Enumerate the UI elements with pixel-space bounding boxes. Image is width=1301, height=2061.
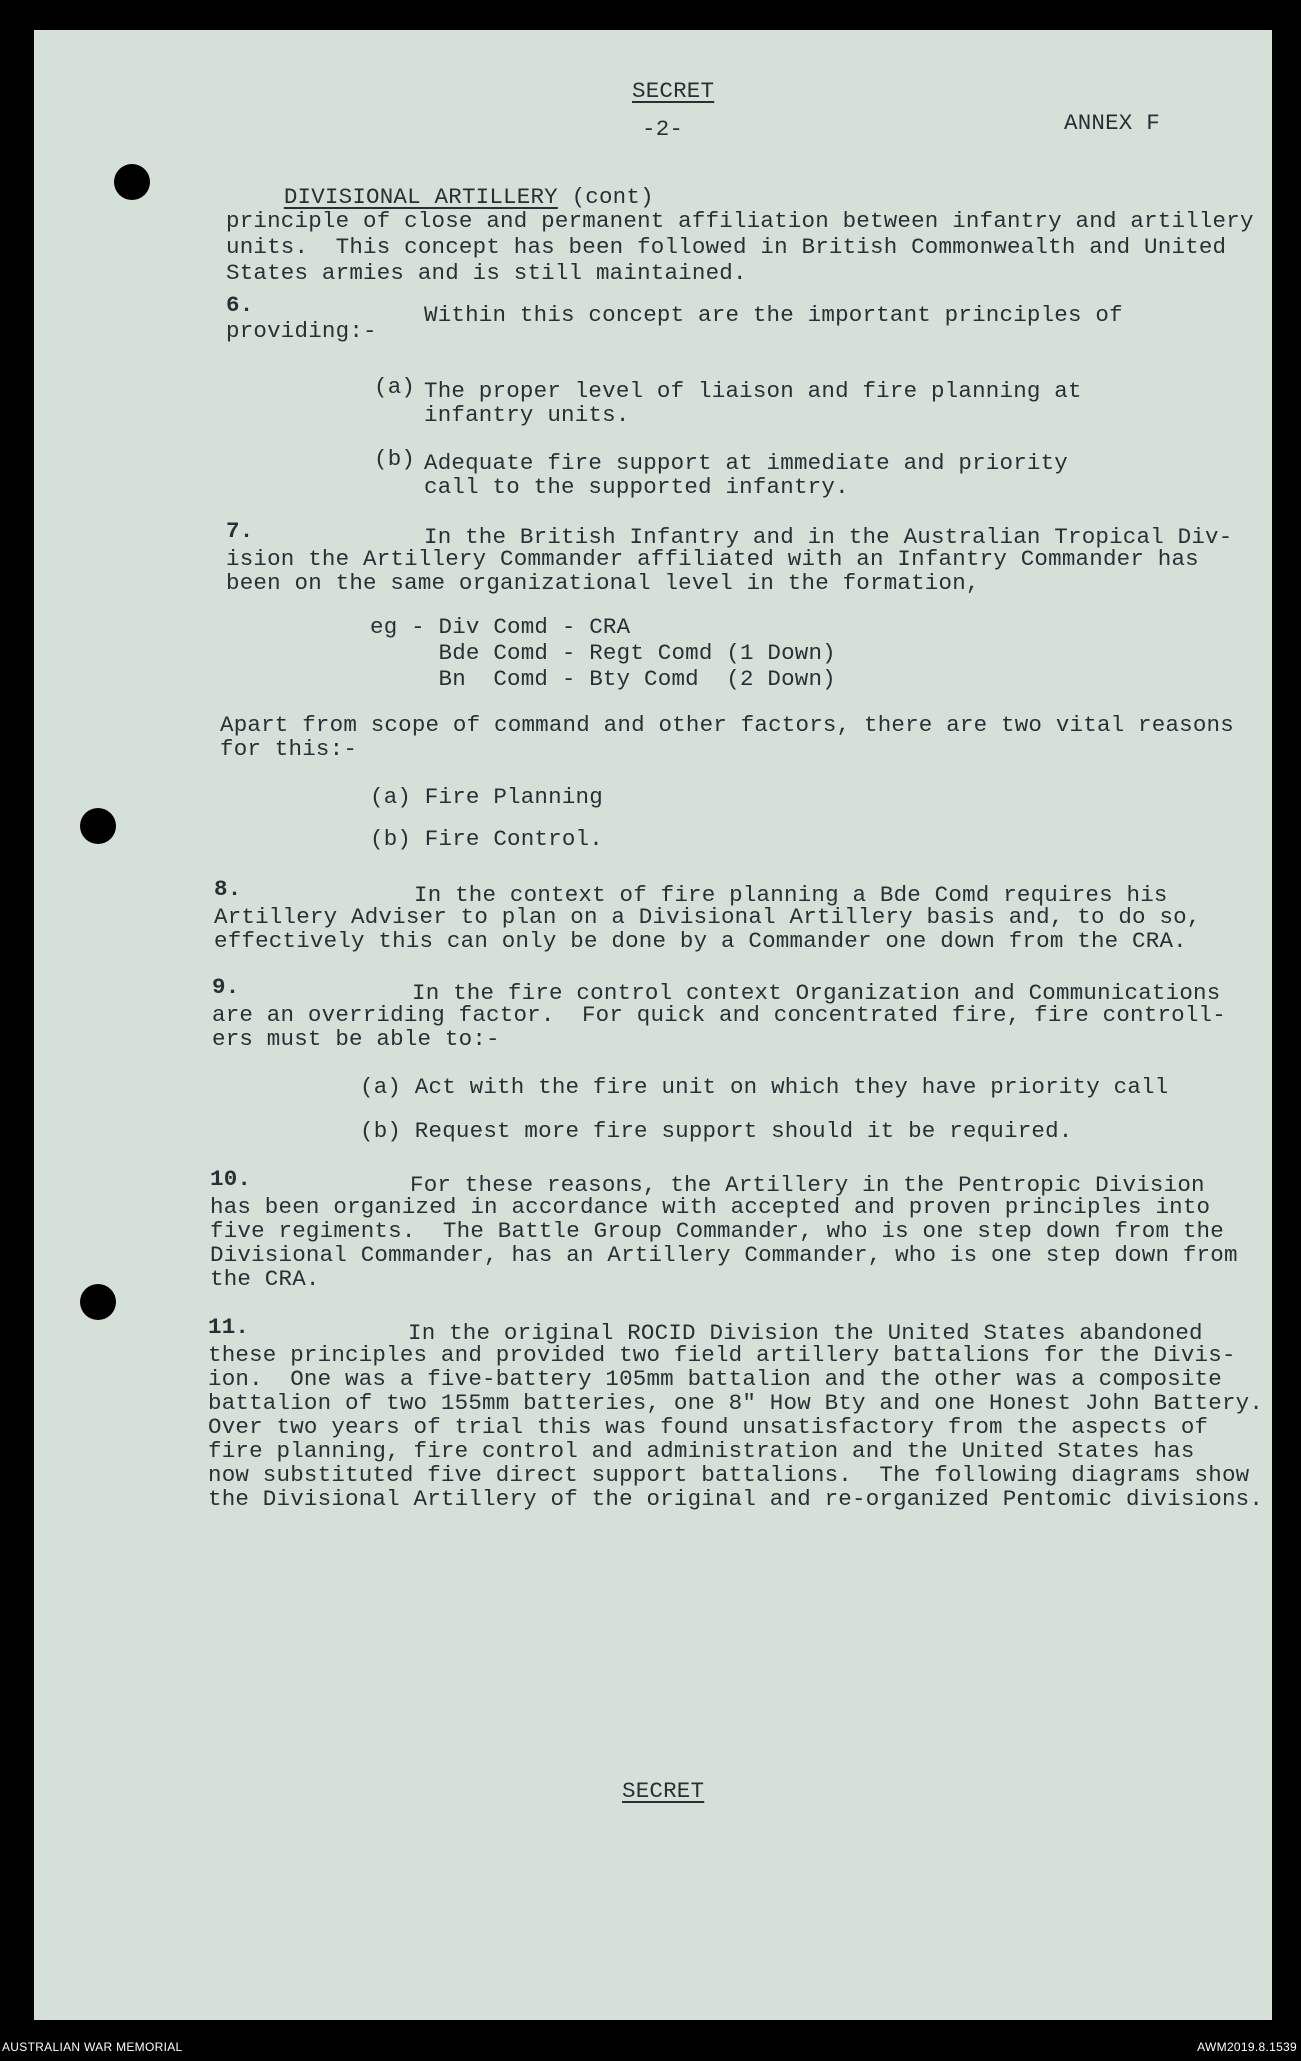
section-title: DIVISIONAL ARTILLERY: [283, 184, 558, 210]
para10-line: Divisional Commander, has an Artillery Commander, who is one step down from: [210, 1242, 1238, 1268]
punch-hole-bottom: [80, 1284, 116, 1320]
archive-reference: AWM2019.8.1539: [1197, 2040, 1297, 2054]
intro-line: principle of close and permanent affiliation between infantry and artillery: [226, 208, 1254, 234]
para6-item-line: The proper level of liaison and fire planning at: [424, 378, 1082, 404]
intro-line: States armies and is still maintained.: [226, 260, 747, 286]
para10-line: the CRA.: [210, 1266, 320, 1292]
para6-item-line: Adequate fire support at immediate and priority: [424, 450, 1069, 476]
para11-line: battalion of two 155mm batteries, one 8" How Bty and one Honest John Battery.: [208, 1390, 1264, 1416]
para11-line: fire planning, fire control and administration and the United States has: [208, 1438, 1195, 1464]
para9-item: (a) Act with the fire unit on which they have priority call: [360, 1074, 1169, 1100]
para7-after-line: for this:-: [220, 736, 358, 762]
para8-line: Artillery Adviser to plan on a Divisional Artillery basis and, to do so,: [214, 904, 1201, 930]
para8-number: 8.: [214, 876, 242, 902]
para9-line: are an overriding factor. For quick and concentrated fire, fire controll-: [212, 1002, 1226, 1028]
para9-line: ers must be able to:-: [212, 1026, 500, 1052]
section-cont: (cont): [571, 184, 654, 210]
para10-line: For these reasons, the Artillery in the Pentropic Division: [410, 1172, 1205, 1198]
punch-hole-middle: [80, 808, 116, 844]
para10-line: five regiments. The Battle Group Commander, who is one step down from the: [210, 1218, 1224, 1244]
para7-after-line: Apart from scope of command and other factors, there are two vital reasons: [220, 712, 1234, 738]
para7-reason: (b) Fire Control.: [370, 826, 603, 852]
page-number: -2-: [642, 116, 684, 142]
para6-number: 6.: [226, 292, 254, 318]
para6-item-line: infantry units.: [424, 402, 630, 428]
para7-example: Bde Comd - Regt Comd (1 Down): [370, 640, 836, 666]
para7-line: ision the Artillery Commander affiliated with an Infantry Commander has: [226, 546, 1199, 572]
para10-line: has been organized in accordance with accepted and proven principles into: [210, 1194, 1211, 1220]
archive-credit: AUSTRALIAN WAR MEMORIAL: [2, 2040, 183, 2054]
header-classification: SECRET: [632, 78, 715, 104]
para11-number: 11.: [208, 1314, 250, 1340]
para9-number: 9.: [212, 974, 240, 1000]
para7-reason: (a) Fire Planning: [370, 784, 603, 810]
para8-line: In the context of fire planning a Bde Comd requires his: [414, 882, 1168, 908]
para6-line: providing:-: [226, 318, 377, 344]
intro-line: units. This concept has been followed in British Commonwealth and United: [226, 234, 1227, 260]
para9-line: In the fire control context Organization and Communications: [412, 980, 1221, 1006]
annex-label: ANNEX F: [1064, 110, 1160, 136]
punch-hole-top: [114, 164, 150, 200]
para6-item-line: call to the supported infantry.: [424, 474, 849, 500]
para9-item: (b) Request more fire support should it be required.: [360, 1118, 1073, 1144]
para8-line: effectively this can only be done by a Commander one down from the CRA.: [214, 928, 1187, 954]
para11-line: the Divisional Artillery of the original and re-organized Pentomic divisions.: [208, 1486, 1264, 1512]
para11-line: In the original ROCID Division the United States abandoned: [408, 1320, 1203, 1346]
para7-line: been on the same organizational level in the formation,: [226, 570, 980, 596]
para7-example: eg - Div Comd - CRA: [370, 614, 631, 640]
para11-line: now substituted five direct support battalions. The following diagrams show: [208, 1462, 1250, 1488]
para7-line: In the British Infantry and in the Australian Tropical Div-: [424, 524, 1233, 550]
footer-classification: SECRET: [622, 1778, 705, 1804]
para11-line: ion. One was a five-battery 105mm battalion and the other was a composite: [208, 1366, 1222, 1392]
para7-number: 7.: [226, 518, 254, 544]
para6-item-label: (a): [374, 374, 416, 400]
para10-number: 10.: [210, 1166, 252, 1192]
para7-example: Bn Comd - Bty Comd (2 Down): [370, 666, 836, 692]
para11-line: Over two years of trial this was found unsatisfactory from the aspects of: [208, 1414, 1209, 1440]
para6-line: Within this concept are the important principles of: [424, 302, 1123, 328]
para6-item-label: (b): [374, 446, 416, 472]
document-page: [34, 30, 1272, 2020]
para11-line: these principles and provided two field artillery battalions for the Divis-: [208, 1342, 1236, 1368]
